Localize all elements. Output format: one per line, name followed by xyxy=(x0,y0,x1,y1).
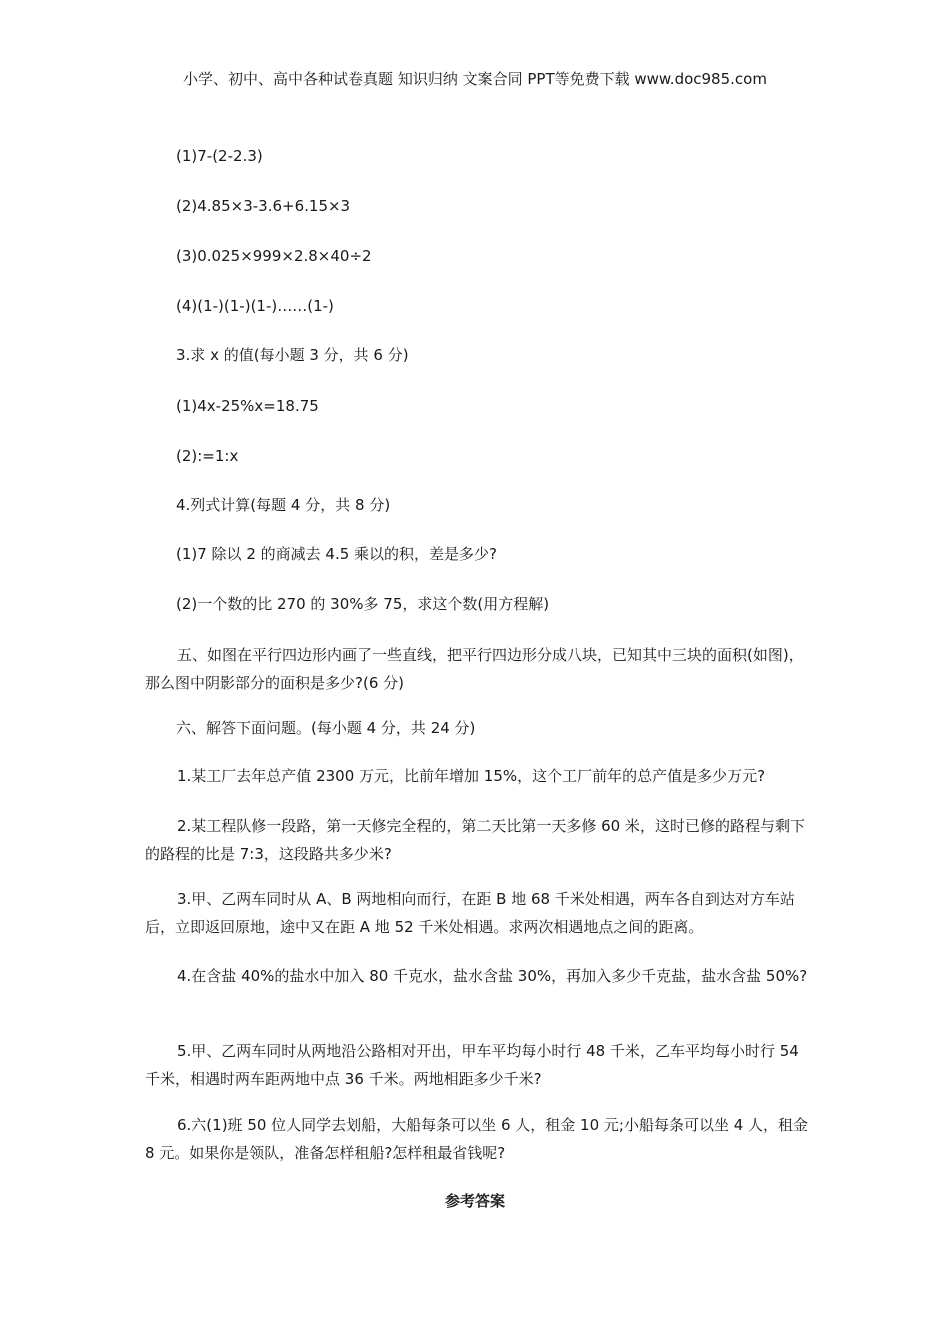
part6-question-2: 2.某工程队修一段路，第一天修完全程的，第二天比第一天多修 60 米，这时已修的路程与剩下的路程的比是 7:3，这段路共多少米? xyxy=(145,817,805,863)
section3-title: 3.求 x 的值(每小题 3 分，共 6 分) xyxy=(176,346,409,364)
section4-title: 4.列式计算(每题 4 分，共 8 分) xyxy=(176,496,391,514)
part6-question-3: 3.甲、乙两车同时从 A、B 两地相向而行，在距 B 地 68 千米处相遇，两车各自到达对方车站后，立即返回原地，途中又在距 A 地 52 千米处相遇。求两次相遇地点之间的距离。 xyxy=(145,890,795,936)
part6-title: 六、解答下面问题。(每小题 4 分，共 24 分) xyxy=(176,719,476,737)
part6-question-5: 5.甲、乙两车同时从两地沿公路相对开出，甲车平均每小时行 48 千米，乙车平均每小时行 54 千米，相遇时两车距两地中点 36 千米。两地相距多少千米? xyxy=(145,1042,799,1088)
part6-question-4: 4.在含盐 40%的盐水中加入 80 千克水，盐水含盐 30%，再加入多少千克盐，盐水含盐 50%? xyxy=(177,967,808,985)
calc-item-4: (4)(1-)(1-)(1-)……(1-) xyxy=(176,297,334,315)
expression-item-2: (2)一个数的比 270 的 30%多 75，求这个数(用方程解) xyxy=(176,595,550,613)
part5-question: 五、如图在平行四边形内画了一些直线，把平行四边形分成八块，已知其中三块的面积(如图)，那么图中阴影部分的面积是多少?(6 分) xyxy=(145,646,804,692)
part6-question-1: 1.某工厂去年总产值 2300 万元，比前年增加 15%，这个工厂前年的总产值是多少万元? xyxy=(177,767,766,785)
calc-item-2: (2)4.85×3-3.6+6.15×3 xyxy=(176,197,351,215)
equation-item-1: (1)4x-25%x=18.75 xyxy=(176,397,319,415)
expression-item-1: (1)7 除以 2 的商减去 4.5 乘以的积，差是多少? xyxy=(176,545,497,563)
calc-item-3: (3)0.025×999×2.8×40÷2 xyxy=(176,247,372,265)
calc-item-1: (1)7-(2-2.3) xyxy=(176,147,263,165)
answers-title: 参考答案 xyxy=(444,1192,505,1210)
page-header: 小学、初中、高中各种试卷真题 知识归纳 文案合同 PPT等免费下载 www.doc985.com xyxy=(183,70,767,88)
equation-item-2: (2):=1:x xyxy=(176,447,239,465)
part6-question-6: 6.六(1)班 50 位人同学去划船，大船每条可以坐 6 人，租金 10 元;小船每条可以坐 4 人，租金 8 元。如果你是领队，准备怎样租船?怎样租最省钱呢? xyxy=(145,1116,809,1162)
